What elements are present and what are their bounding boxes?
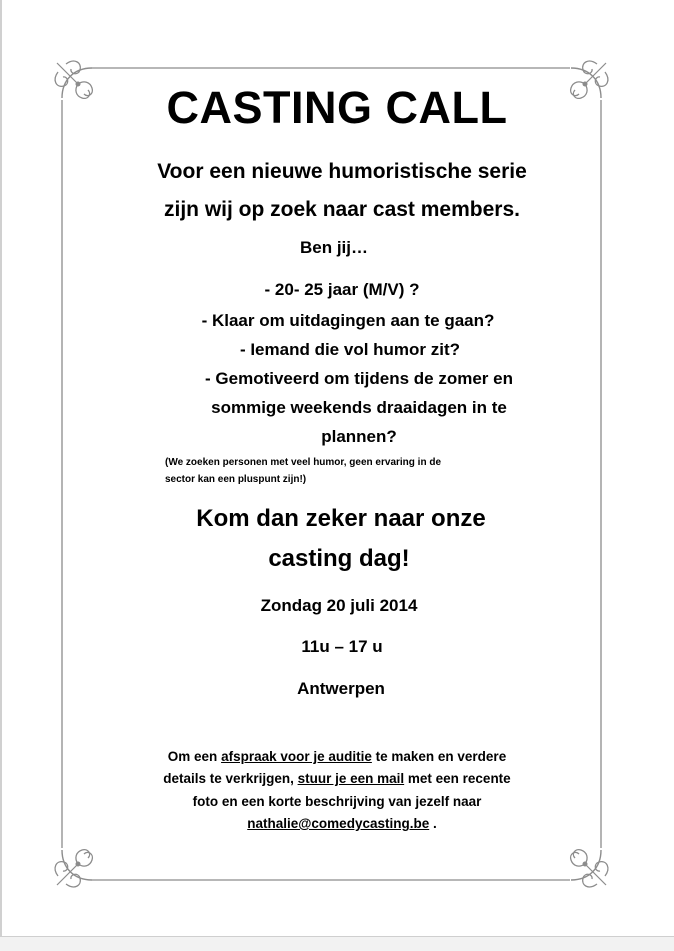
intro-line-2: zijn wij op zoek naar cast members.	[164, 198, 520, 221]
footer-text: met een recente	[404, 771, 511, 786]
footer-line-1	[0, 749, 674, 764]
note-line-1: (We zoeken personen met veel humor, geen ervaring in de	[165, 457, 442, 468]
footer-text: te maken en verdere	[371, 749, 507, 764]
footer-text: details te verkrijgen,	[163, 771, 298, 786]
page-bottom-edge	[0, 936, 674, 951]
event-time: 11u – 17 u	[301, 637, 383, 656]
call-to-action-line-2: casting dag!	[268, 545, 410, 572]
corner-ornament-icon	[55, 850, 92, 887]
page-title: CASTING CALL	[166, 82, 508, 133]
appointment-link[interactable]: afspraak voor je auditie	[221, 749, 372, 764]
footer-line-2	[0, 771, 674, 786]
question-item: - 20- 25 jaar (M/V) ?	[264, 280, 420, 299]
question-item: - Klaar om uitdagingen aan te gaan?	[201, 311, 495, 330]
footer-text: Om een	[167, 749, 222, 764]
intro-line-1: Voor een nieuwe humoristische serie	[157, 160, 527, 183]
question-item-continued: sommige weekends draaidagen in te	[211, 398, 507, 417]
corner-ornament-icon	[571, 850, 608, 887]
question-intro: Ben jij…	[299, 238, 368, 257]
question-item-continued: plannen?	[321, 427, 397, 446]
call-to-action-line-1: Kom dan zeker naar onze	[196, 505, 486, 532]
email-link[interactable]: nathalie@comedycasting.be	[247, 816, 430, 831]
note-line-2: sector kan een pluspunt zijn!)	[165, 474, 307, 485]
footer-line-4	[5, 816, 674, 831]
question-item: - Gemotiveerd om tijdens de zomer en	[205, 369, 513, 388]
question-item: - Iemand die vol humor zit?	[239, 340, 461, 359]
footer-line-3: foto en een korte beschrijving van jezelf naar	[192, 794, 482, 809]
event-location: Antwerpen	[297, 679, 385, 698]
send-mail-link[interactable]: stuur je een mail	[297, 771, 405, 786]
footer-text: .	[429, 816, 437, 831]
event-date: Zondag 20 juli 2014	[260, 596, 418, 615]
